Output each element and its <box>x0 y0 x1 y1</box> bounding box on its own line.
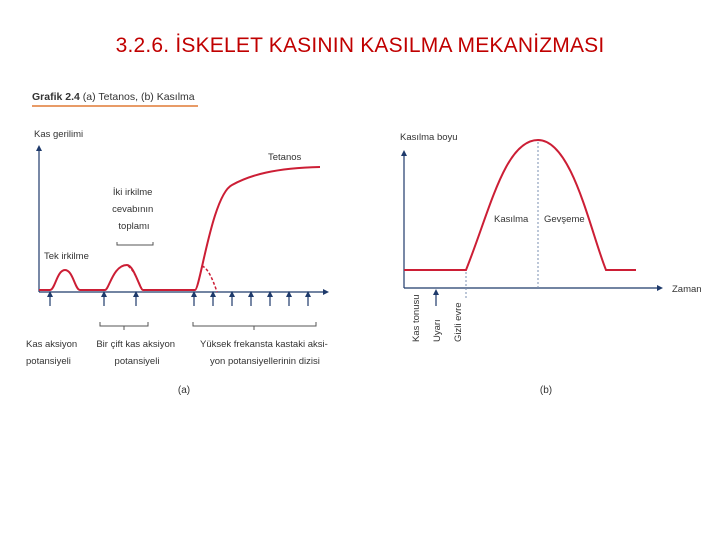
label-kas-aksiyon: Kas aksiyon potansiyeli <box>26 339 78 367</box>
label-yuksek-frekans: Yüksek frekansta kastaki aksi- yon potansiyellerinin dizisi <box>200 339 328 367</box>
caption-a: (a) <box>177 385 191 396</box>
label-tek-irkilme: Tek irkilme <box>44 251 89 262</box>
label-bir-cift: Bir çift kas aksiyon potansiyeli <box>96 339 176 367</box>
bracket-summation <box>117 242 153 245</box>
label-kasilma: Kasılma <box>494 214 529 225</box>
contraction-curve <box>404 140 636 270</box>
panel-a <box>26 129 330 396</box>
label-tetanos: Tetanos <box>268 152 302 163</box>
first-twitch-dashed <box>202 266 217 292</box>
bracket-series <box>193 322 316 330</box>
stimulus-arrows-a <box>50 294 308 306</box>
x-axis-label-b: Zaman <box>672 284 702 295</box>
label-gizli-evre: Gizli evre <box>453 302 464 342</box>
panel-b <box>400 132 702 396</box>
label-iki-irkilme: İki irkilme cevabının toplamı <box>112 187 154 232</box>
single-twitch-decay-dashed <box>128 266 143 292</box>
label-uyari: Uyarı <box>432 319 443 342</box>
label-kas-tonusu: Kas tonusu <box>411 294 422 342</box>
bracket-pair <box>100 322 148 330</box>
figure-title: Grafik 2.4 (a) Tetanos, (b) Kasılma <box>32 91 195 103</box>
slide-title: 3.2.6. İSKELET KASININ KASILMA MEKANİZMASI <box>115 34 605 57</box>
tension-curve <box>39 167 320 290</box>
label-gevseme: Gevşeme <box>544 214 585 225</box>
y-axis-label-b: Kasılma boyu <box>400 132 458 143</box>
caption-b: (b) <box>539 385 553 396</box>
y-axis-label-a: Kas gerilimi <box>34 129 84 140</box>
